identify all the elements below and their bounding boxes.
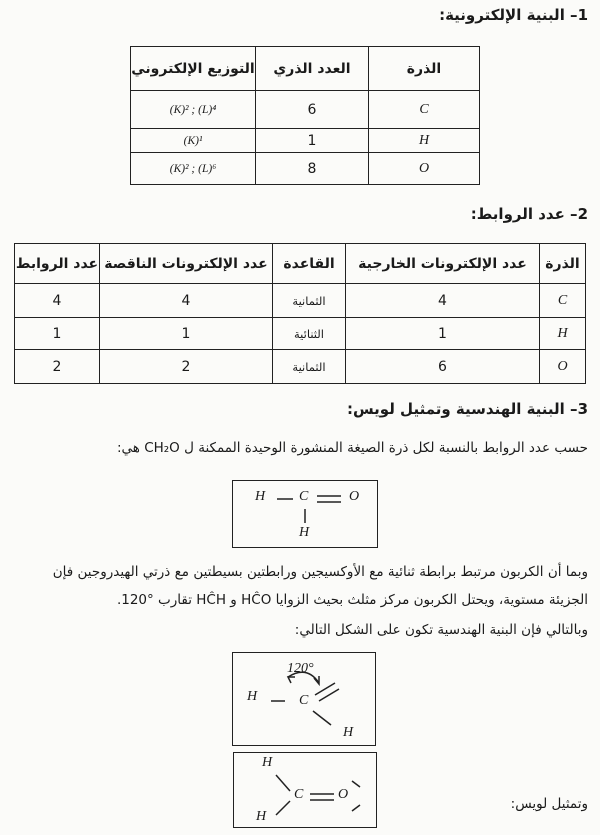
cell-missing: 2	[100, 350, 273, 384]
cell-atom: O	[369, 153, 480, 185]
table-row	[15, 318, 586, 350]
cell-z: 8	[256, 153, 369, 185]
geometry-box	[232, 652, 376, 746]
cell-atom: H	[540, 318, 586, 350]
lewis-box	[233, 752, 377, 828]
cell-config: (K)² ; (L)⁶	[131, 153, 256, 185]
cell-bonds: 4	[15, 284, 100, 318]
cell-missing: 4	[100, 284, 273, 318]
electron-config-table	[130, 46, 480, 185]
cell-bonds: 1	[15, 318, 100, 350]
cell-missing: 1	[100, 318, 273, 350]
cell-bonds: 2	[15, 350, 100, 384]
cell-atom: C	[540, 284, 586, 318]
atom-h1: H	[247, 689, 258, 704]
section-2-title: 2– عدد الروابط:	[470, 205, 588, 223]
lewis-label: وتمثيل لويس:	[510, 796, 588, 812]
paragraph-line-3: وبالتالي فإن البنية الهندسية تكون على الشكل التالي:	[294, 622, 588, 638]
table-row	[15, 284, 586, 318]
atom-c: C	[294, 787, 304, 802]
cell-outer: 1	[346, 318, 540, 350]
structural-formula-box	[232, 480, 378, 548]
bonds-table	[14, 243, 586, 384]
cell-rule: الثنائية	[273, 318, 346, 350]
atom-h2: H	[256, 809, 267, 824]
cell-atom: C	[369, 91, 480, 129]
structural-formula-intro: حسب عدد الروابط بالنسبة لكل ذرة الصيغة المنشورة الوحيدة الممكنة ل CH₂O هي:	[116, 440, 588, 456]
header-rule: القاعدة	[273, 244, 346, 284]
atom-h1: H	[262, 755, 273, 770]
header-config: التوزيع الإلكتروني	[131, 47, 256, 91]
header-missing-electrons: عدد الإلكترونات الناقصة	[100, 244, 273, 284]
table-row	[131, 91, 480, 129]
cell-rule: الثمانية	[273, 284, 346, 318]
cell-rule: الثمانية	[273, 350, 346, 384]
table-row	[131, 153, 480, 185]
atom-o: O	[338, 787, 349, 802]
section-3-title: 3– البنية الهندسية وتمثيل لويس:	[346, 400, 588, 418]
header-atomic-number: العدد الذري	[256, 47, 369, 91]
header-outer-electrons: عدد الإلكترونات الخارجية	[346, 244, 540, 284]
cell-z: 6	[256, 91, 369, 129]
cell-config: (K)² ; (L)⁴	[131, 91, 256, 129]
cell-outer: 4	[346, 284, 540, 318]
atom-h1: H	[255, 489, 266, 504]
header-bonds: عدد الروابط	[15, 244, 100, 284]
atom-o: O	[349, 489, 360, 504]
cell-outer: 6	[346, 350, 540, 384]
atom-c: C	[299, 489, 309, 504]
cell-atom: O	[540, 350, 586, 384]
atom-h2: H	[343, 725, 354, 740]
header-atom: الذرة	[369, 47, 480, 91]
cell-atom: H	[369, 129, 480, 153]
atom-h2: H	[299, 525, 310, 540]
header-atom: الذرة	[540, 244, 586, 284]
table-row	[131, 129, 480, 153]
angle-label: 120°	[287, 661, 314, 676]
section-1-title: 1– البنية الإلكترونية:	[439, 6, 588, 24]
table-row	[15, 350, 586, 384]
paragraph-line-2: الجزيئة مستوية، ويحتل الكربون مركز مثلث بحيث الزوايا HĈO و HĈH تقارب °120.	[116, 592, 588, 608]
cell-config: (K)¹	[131, 129, 256, 153]
cell-z: 1	[256, 129, 369, 153]
atom-c: C	[299, 693, 309, 708]
paragraph-line-1: وبما أن الكربون مرتبط برابطة ثنائية مع الأوكسيجين ورابطتين بسيطتين مع ذرتي الهيدروجين فإن	[52, 564, 588, 580]
